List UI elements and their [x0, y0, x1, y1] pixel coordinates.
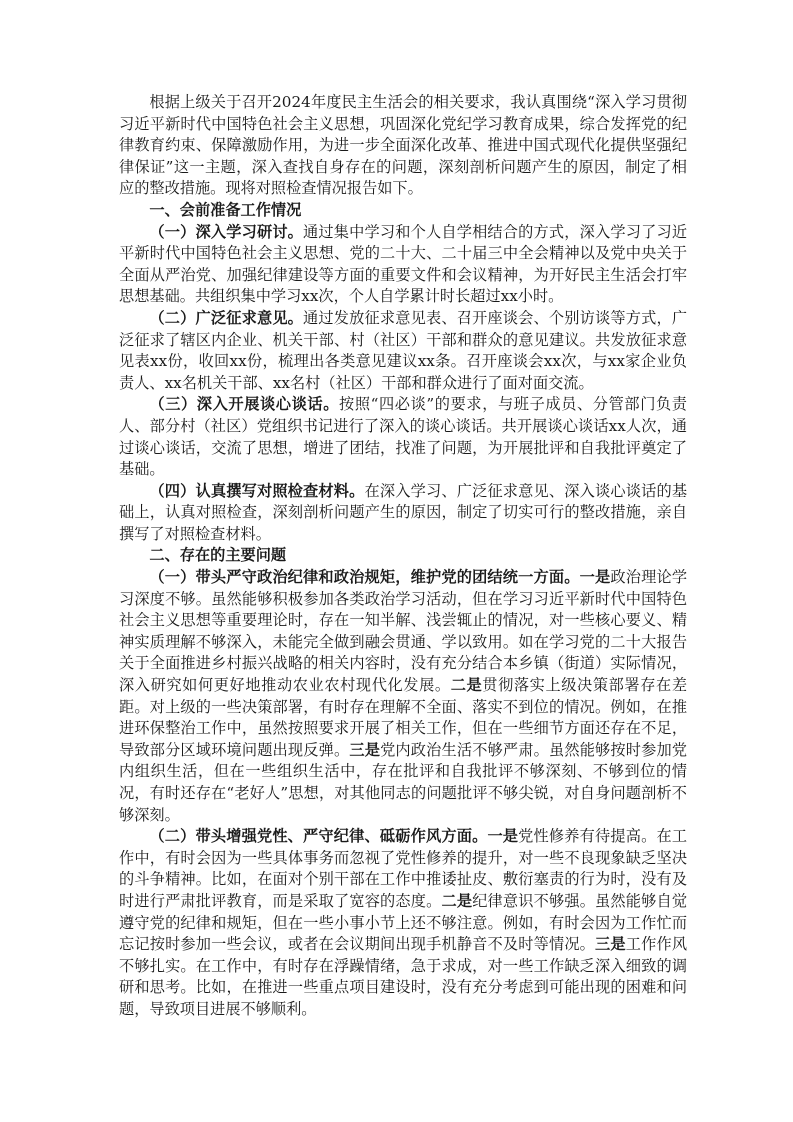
prep-item-talks — [119, 394, 687, 480]
point-marker: 二是 — [450, 676, 483, 695]
prep-item-material — [119, 481, 687, 546]
problem-part-title: （一）带头严守政治纪律和政治规矩，维护党的团结统一方面。 — [149, 568, 580, 587]
section-heading-problems: 二、存在的主要问题 — [149, 546, 287, 565]
point-text: 党内政治生活不够严肃。虽然能够按时参加党内组织生活，但在一些组织生活中，存在批评和自我批评不够深刻、不够到位的情况，有时还存在“老好人”思想，对其他同志的问题批评不够尖锐，对自身问题剖析不够深刻。 — [119, 740, 688, 824]
point-marker: 一是 — [487, 827, 519, 846]
problem-part-title: （二）带头增强党性、严守纪律、砥砺作风方面。 — [149, 827, 488, 846]
point-text: 纪律意识不够强。虽然能够自觉遵守党的纪律和规矩，但在一些小事小节上还不够注意。例如，有时会因为工作忙而忘记按时参加一些会议，或者在会议期间出现手机静音不及时等情况。 — [119, 891, 688, 954]
point-text: 工作作风不够扎实。在工作中，有时存在浮躁情绪，急于求成，对一些工作缺乏深入细致的调研和思考。比如，在推进一些重点项目建设时，没有充分考虑到可能出现的困难和问题，导致项目进展不够顺利。 — [119, 935, 688, 1018]
problem-part-discipline — [119, 826, 687, 1020]
prep-item-opinions — [119, 308, 687, 394]
document-page — [119, 92, 687, 1021]
problem-part-political — [119, 567, 687, 826]
intro-paragraph: 根据上级关于召开2024年度民主生活会的相关要求，我认真围绕“深入学习贯彻习近平新时代中国特色社会主义思想，巩固深化党纪学习教育成果，综合发挥党的纪律教育约束、保障激励作用，为进一步全面深化改革、推进中国式现代化提供坚强纪律保证”这一主题，深入查找自身存在的问题，深刻剖析问题产生的原因，制定了相应的整改措施。现将对照检查情况报告如下。 — [119, 93, 687, 198]
prep-item-text: 通过集中学习和个人自学相结合的方式，深入学习了习近平新时代中国特色社会主义思想、党的二十大、二十届三中全会精神以及党中央关于全面从严治党、加强纪律建设等方面的重要文件和会议精神，为开好民主生活会打牢思想基础。共组织集中学习xx次，个人自学累计时长超过xx小时。 — [119, 222, 688, 306]
prep-item-title: （一）深入学习研讨。 — [149, 222, 304, 241]
prep-item-title: （四）认真撰写对照检查材料。 — [149, 481, 365, 500]
prep-item-text: 按照“四必谈”的要求，与班子成员、分管部门负责人、部分村（社区）党组织书记进行了深入的谈心谈话。共开展谈心谈话xx人次，通过谈心谈话，交流了思想，增进了团结，找准了问题，为开展批评和自我批评奠定了基础。 — [119, 395, 687, 479]
point-text: 政治理论学习深度不够。虽然能够积极参加各类政治学习活动，但在学习习近平新时代中国特色社会主义思想等重要理论时，存在一知半解、浅尝辄止的情况，对一些核心要义、精神实质理解不够深入，未能完全做到融会贯通、学以致用。如在学习党的二十大报告关于全面推进乡村振兴战略的相关内容时，没有充分结合本乡镇（街道）实际情况，深入研究如何更好地推动农业农村现代化发展。 — [119, 568, 688, 695]
prep-item-text: 在深入学习、广泛征求意见、深入谈心谈话的基础上，认真对照检查，深刻剖析问题产生的原因，制定了切实可行的整改措施，亲自撰写了对照检查材料。 — [119, 481, 688, 543]
point-text: 党性修养有待提高。在工作中，有时会因为一些具体事务而忽视了党性修养的提升，对一些不良现象缺乏坚决的斗争精神。比如，在面对个别干部在工作中推诿扯皮、敷衍塞责的行为时，没有及时进行严肃批评教育，而是采取了宽容的态度。 — [119, 827, 688, 910]
point-marker: 三是 — [349, 740, 381, 759]
prep-item-title: （三）深入开展谈心谈话。 — [149, 395, 340, 414]
prep-item-study — [119, 222, 687, 308]
point-marker: 三是 — [595, 935, 626, 954]
point-marker: 二是 — [441, 891, 473, 910]
prep-item-text: 通过发放征求意见表、召开座谈会、个别访谈等方式，广泛征求了辖区内企业、机关干部、村（社区）干部和群众的意见建议。共发放征求意见表xx份，收回xx份，梳理出各类意见建议xx条。召开座谈会xx次，与xx家企业负责人、xx名机关干部、xx名村（社区）干部和群众进行了面对面交流。 — [119, 308, 688, 392]
prep-item-title: （二）广泛征求意见。 — [149, 308, 304, 327]
point-text: 贯彻落实上级决策部署存在差距。对上级的一些决策部署，有时存在理解不全面、落实不到位的情况。例如，在推进环保整治工作中，虽然按照要求开展了相关工作，但在一些细节方面还存在不足，导致部分区域环境问题出现反弹。 — [119, 676, 688, 759]
point-marker: 一是 — [579, 568, 611, 587]
section-heading-preparation: 一、会前准备工作情况 — [149, 200, 302, 219]
